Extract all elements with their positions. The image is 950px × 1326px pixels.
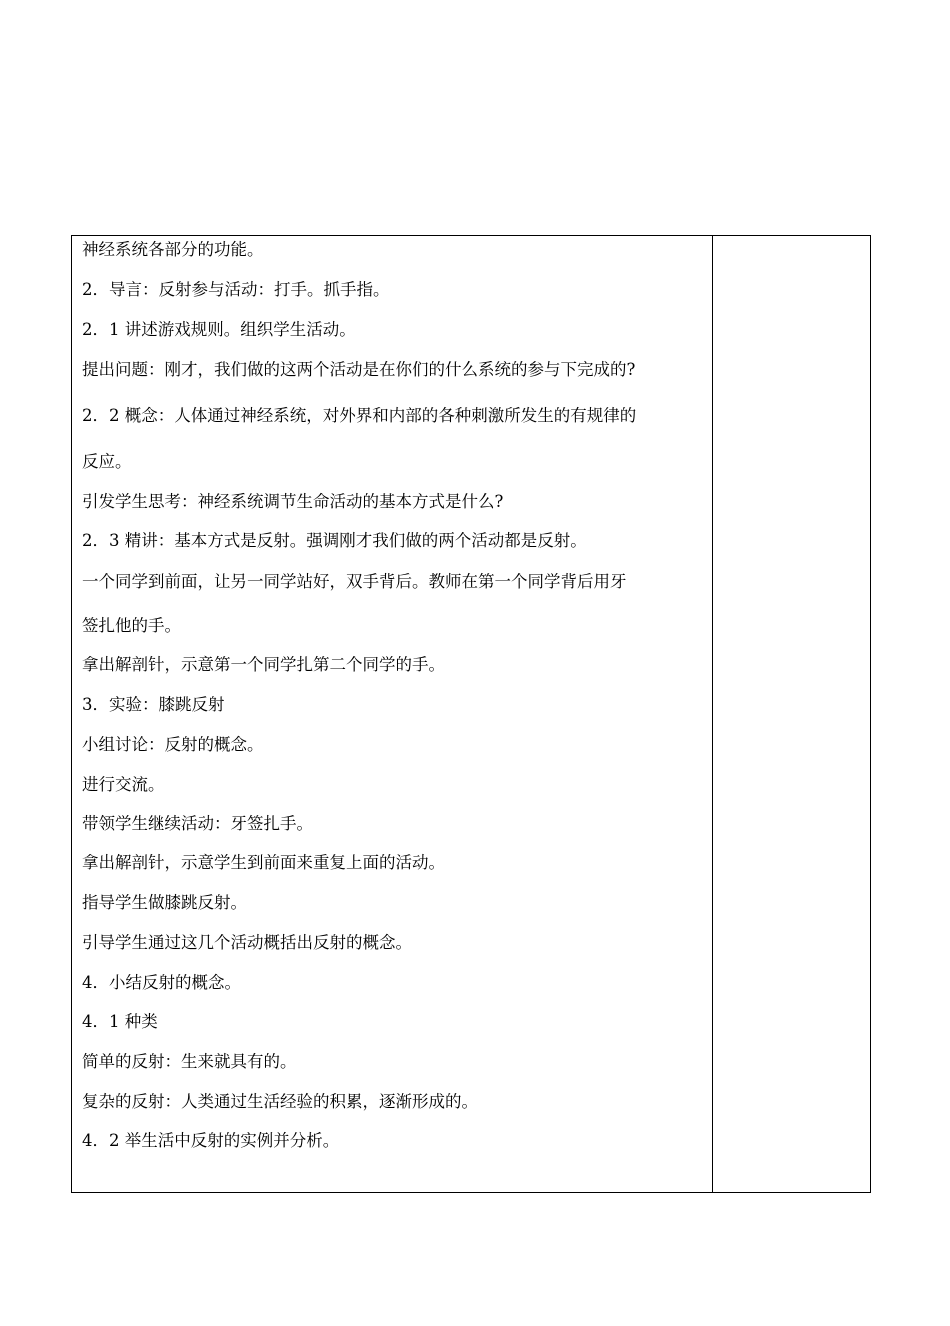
text-line: 进行交流。 <box>82 775 165 794</box>
text-line: 3．实验：膝跳反射 <box>82 695 225 714</box>
text-line: 2．2 概念：人体通过神经系统，对外界和内部的各种刺激所发生的有规律的 <box>82 406 637 425</box>
text-line: 2．3 精讲：基本方式是反射。强调刚才我们做的两个活动都是反射。 <box>82 531 587 550</box>
text-line: 拿出解剖针，示意第一个同学扎第二个同学的手。 <box>82 655 445 674</box>
text-line: 引导学生通过这几个活动概括出反射的概念。 <box>82 933 412 952</box>
text-line: 签扎他的手。 <box>82 616 181 635</box>
text-line: 复杂的反射：人类通过生活经验的积累，逐渐形成的。 <box>82 1092 478 1111</box>
text-line: 小组讨论：反射的概念。 <box>82 735 264 754</box>
text-line: 带领学生继续活动：牙签扎手。 <box>82 814 313 833</box>
text-line: 神经系统各部分的功能。 <box>82 240 264 259</box>
text-line: 提出问题：刚才，我们做的这两个活动是在你们的什么系统的参与下完成的? <box>82 360 636 379</box>
text-line: 2．1 讲述游戏规则。组织学生活动。 <box>82 320 356 339</box>
text-line: 4．小结反射的概念。 <box>82 973 241 992</box>
lesson-table <box>71 235 871 1193</box>
text-line: 4．2 举生活中反射的实例并分析。 <box>82 1131 340 1150</box>
text-line: 指导学生做膝跳反射。 <box>82 893 247 912</box>
text-line: 引发学生思考：神经系统调节生命活动的基本方式是什么? <box>82 492 504 511</box>
notes-cell <box>713 236 870 1192</box>
text-line: 2．导言：反射参与活动：打手。抓手指。 <box>82 280 390 299</box>
text-line: 一个同学到前面，让另一同学站好，双手背后。教师在第一个同学背后用牙 <box>82 572 627 591</box>
text-line: 反应。 <box>82 452 132 471</box>
text-line: 4．1 种类 <box>82 1012 158 1031</box>
content-cell <box>72 236 712 1192</box>
text-line: 简单的反射：生来就具有的。 <box>82 1052 297 1071</box>
text-line: 拿出解剖针，示意学生到前面来重复上面的活动。 <box>82 853 445 872</box>
